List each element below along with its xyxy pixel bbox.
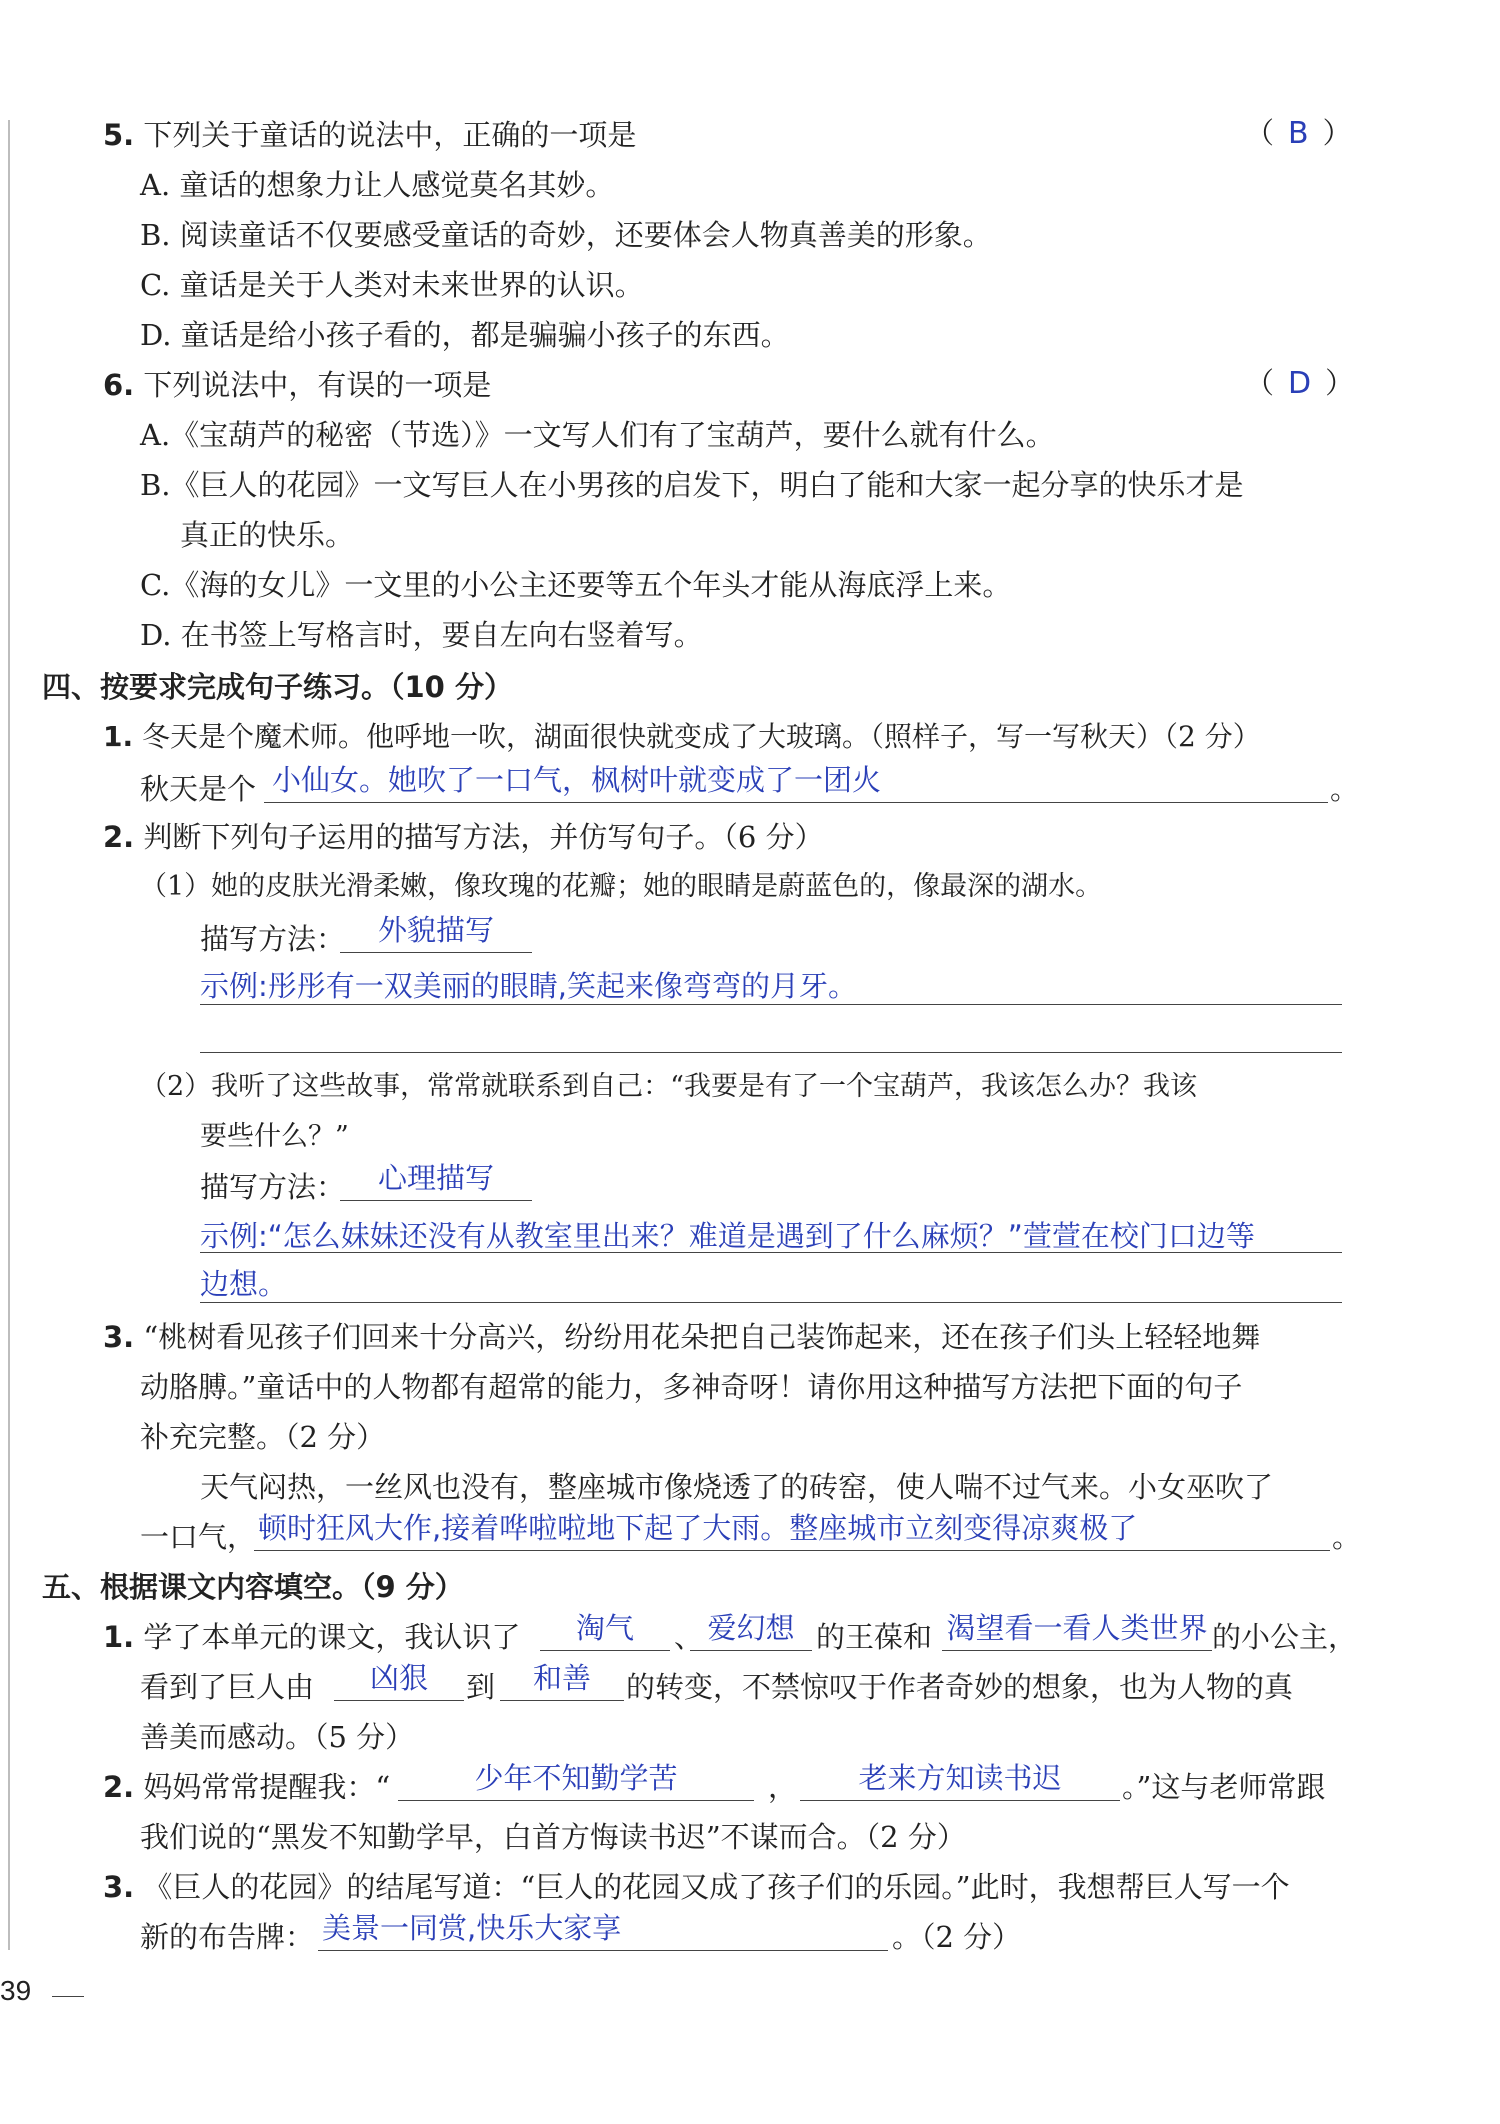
q5-option-d: D. 童话是给小孩子看的，都是骗骗小孩子的东西。 <box>140 318 790 352</box>
s5-q1-blank-5[interactable] <box>500 1662 624 1701</box>
s5-q2-answer-2: 老来方知读书迟 <box>858 1761 1062 1795</box>
s5-q1-text-8: 善美而感动。（5 分） <box>140 1720 415 1754</box>
q5-number: 5. <box>103 118 135 152</box>
q6-stem: 下列说法中，有误的一项是 <box>143 368 492 402</box>
s4-q2-p2-text-1: （2）我听了这些故事，常常就联系到自己：“我要是有了一个宝葫芦，我该怎么办？我该 <box>140 1071 1197 1102</box>
s4-q3-line-4: 天气闷热，一丝风也没有，整座城市像烧透了的砖窑，使人喘不过气来。小女巫吹了 <box>200 1470 1274 1504</box>
s5-q1-sep: 、 <box>674 1620 704 1654</box>
q6-answer-box: （ D ） <box>1245 366 1355 401</box>
q6-option-c: C.《海的女儿》一文里的小公主还要等五个年头才能从海底浮上来。 <box>140 568 1012 602</box>
q6-option-d: D. 在书签上写格言时，要自左向右竖着写。 <box>140 618 703 652</box>
s5-q1-answer-3: 渴望看一看人类世界 <box>946 1611 1208 1645</box>
s4-q3-line-3: 补充完整。（2 分） <box>140 1420 386 1454</box>
s5-q1-answer-2: 爱幻想 <box>707 1611 795 1645</box>
s5-q3-answer: 美景一同赏,快乐大家享 <box>322 1911 622 1945</box>
q5-answer-box: （ B ） <box>1245 116 1352 151</box>
q6-option-b-cont: 真正的快乐。 <box>180 518 355 552</box>
s5-q1-blank-1[interactable] <box>540 1612 670 1651</box>
q6-answer: D <box>1288 366 1312 401</box>
s4-q2-p1-method-blank[interactable] <box>340 914 532 953</box>
s4-q2-p1-method: 外貌描写 <box>377 913 494 947</box>
s4-q1-answer: 小仙女。她吹了一口气，枫树叶就变成了一团火 <box>272 763 882 797</box>
s4-q1-stem: 冬天是个魔术师。他呼地一吹，湖面很快就变成了大玻璃。（照样子，写一写秋天）（2 分） <box>142 720 1261 753</box>
q5-stem: 下列关于童话的说法中，正确的一项是 <box>143 118 637 152</box>
s5-q1-text-4: 的小公主， <box>1212 1620 1358 1654</box>
s4-q1-stem-line: 1. 冬天是个魔术师。他呼地一吹，湖面很快就变成了大玻璃。（照样子，写一写秋天）（2 分） <box>103 720 1261 753</box>
s4-q2-p2-example-1: 示例:“怎么妹妹还没有从教室里出来？难道是遇到了什么麻烦？”萱萱在校门口边等 <box>200 1219 1255 1253</box>
s4-q2-stem-line: 2. 判断下列句子运用的描写方法，并仿写句子。（6 分） <box>103 820 824 854</box>
s4-q2-p2-method-blank[interactable] <box>340 1162 532 1201</box>
q5-option-b: B. 阅读童话不仅要感受童话的奇妙，还要体会人物真善美的形象。 <box>140 218 992 252</box>
s4-q2-p2-method: 心理描写 <box>377 1161 494 1195</box>
s4-q2-p2-text-2: 要些什么？” <box>200 1121 349 1152</box>
q6-option-a: A.《宝葫芦的秘密（节选）》一文写人们有了宝葫芦，要什么就有什么。 <box>140 418 1055 452</box>
s5-q1-line-1: 1. 学了本单元的课文，我认识了 <box>103 1620 521 1654</box>
s4-q3-line-2: 动胳膊。”童话中的人物都有超常的能力，多神奇呀！请你用这种描写方法把下面的句子 <box>140 1370 1243 1404</box>
s4-q2-p1-line-1[interactable] <box>200 1004 1342 1005</box>
s5-q2-sep: ， <box>768 1770 798 1804</box>
s4-q3-line-1: 3. “桃树看见孩子们回来十分高兴，纷纷用花朵把自己装饰起来，还在孩子们头上轻轻地舞 <box>103 1320 1261 1354</box>
page-number: 39 <box>0 1975 32 2006</box>
q5-stem-line <box>103 116 636 154</box>
s5-q3-text-2: 新的布告牌： <box>140 1920 315 1954</box>
section-4-title: 四、按要求完成句子练习。（10 分） <box>42 670 513 704</box>
s4-q2-p1-line-2[interactable] <box>200 1052 1342 1053</box>
s4-q2-p2-line-1[interactable] <box>200 1252 1342 1253</box>
s5-q1-blank-4[interactable] <box>334 1662 464 1701</box>
s5-q1-text-7: 的转变，不禁惊叹于作者奇妙的想象，也为人物的真 <box>626 1670 1294 1704</box>
s4-q2-p2-method-label: 描写方法： <box>200 1170 346 1204</box>
s5-q1-text-6: 到 <box>466 1670 496 1704</box>
s5-q3-text-3: 。（2 分） <box>892 1920 1022 1954</box>
s5-q1-blank-3[interactable] <box>942 1612 1212 1651</box>
s4-q2-stem: 判断下列句子运用的描写方法，并仿写句子。（6 分） <box>143 820 824 854</box>
s5-q2-text-4: 我们说的“黑发不知勤学早，白首方悔读书迟”不谋而合。（2 分） <box>140 1820 966 1854</box>
s4-q3-prefix: 一口气， <box>140 1520 257 1554</box>
s4-q2-p2-line-2[interactable] <box>200 1302 1342 1303</box>
s5-q1-text-3: 的王葆和 <box>816 1620 933 1654</box>
s4-q2-p2-example-2: 边想。 <box>200 1267 288 1301</box>
s4-q3-answer: 顿时狂风大作,接着哗啦啦地下起了大雨。整座城市立刻变得凉爽极了 <box>258 1511 1138 1545</box>
s4-q2-p1-text: （1）她的皮肤光滑柔嫩，像玫瑰的花瓣；她的眼睛是蔚蓝色的，像最深的湖水。 <box>140 871 1103 902</box>
q5-answer: B <box>1288 116 1309 151</box>
s5-q2-blank-1[interactable] <box>398 1762 754 1801</box>
s5-q1-text-5: 看到了巨人由 <box>140 1670 315 1704</box>
q5-option-c: C. 童话是关于人类对未来世界的认识。 <box>140 268 644 302</box>
s4-q2-p1-example: 示例:彤彤有一双美丽的眼睛,笑起来像弯弯的月牙。 <box>200 969 857 1003</box>
left-margin-rule <box>8 120 10 1950</box>
s5-q2-text-3: 。”这与老师常跟 <box>1122 1770 1326 1804</box>
q6-number: 6. <box>103 368 135 402</box>
s5-q3-line-1: 3. 《巨人的花园》的结尾写道：“巨人的花园又成了孩子们的乐园。”此时，我想帮巨人写一个 <box>103 1870 1290 1904</box>
q6-stem-line <box>103 366 491 404</box>
s5-q1-blank-2[interactable] <box>690 1612 812 1651</box>
s5-q2-blank-2[interactable] <box>800 1762 1120 1801</box>
q6-option-b: B.《巨人的花园》一文写巨人在小男孩的启发下，明白了能和大家一起分享的快乐才是 <box>140 468 1244 502</box>
page-number-rule <box>52 1996 84 1997</box>
s4-q1-suffix: 。 <box>1330 772 1360 806</box>
s5-q1-answer-4: 凶狠 <box>369 1661 428 1695</box>
q5-option-a: A. 童话的想象力让人感觉莫名其妙。 <box>140 168 615 202</box>
s5-q2-answer-1: 少年不知勤学苦 <box>474 1761 678 1795</box>
s4-q2-p1-method-label: 描写方法： <box>200 922 346 956</box>
section-5-title: 五、根据课文内容填空。（9 分） <box>42 1570 464 1604</box>
s4-q3-suffix: 。 <box>1332 1520 1362 1554</box>
s5-q1-answer-1: 淘气 <box>575 1611 634 1645</box>
s5-q1-answer-5: 和善 <box>532 1661 591 1695</box>
s5-q2-line-1: 2. 妈妈常常提醒我：“ <box>103 1770 391 1804</box>
s4-q1-prefix: 秋天是个 <box>140 772 257 806</box>
